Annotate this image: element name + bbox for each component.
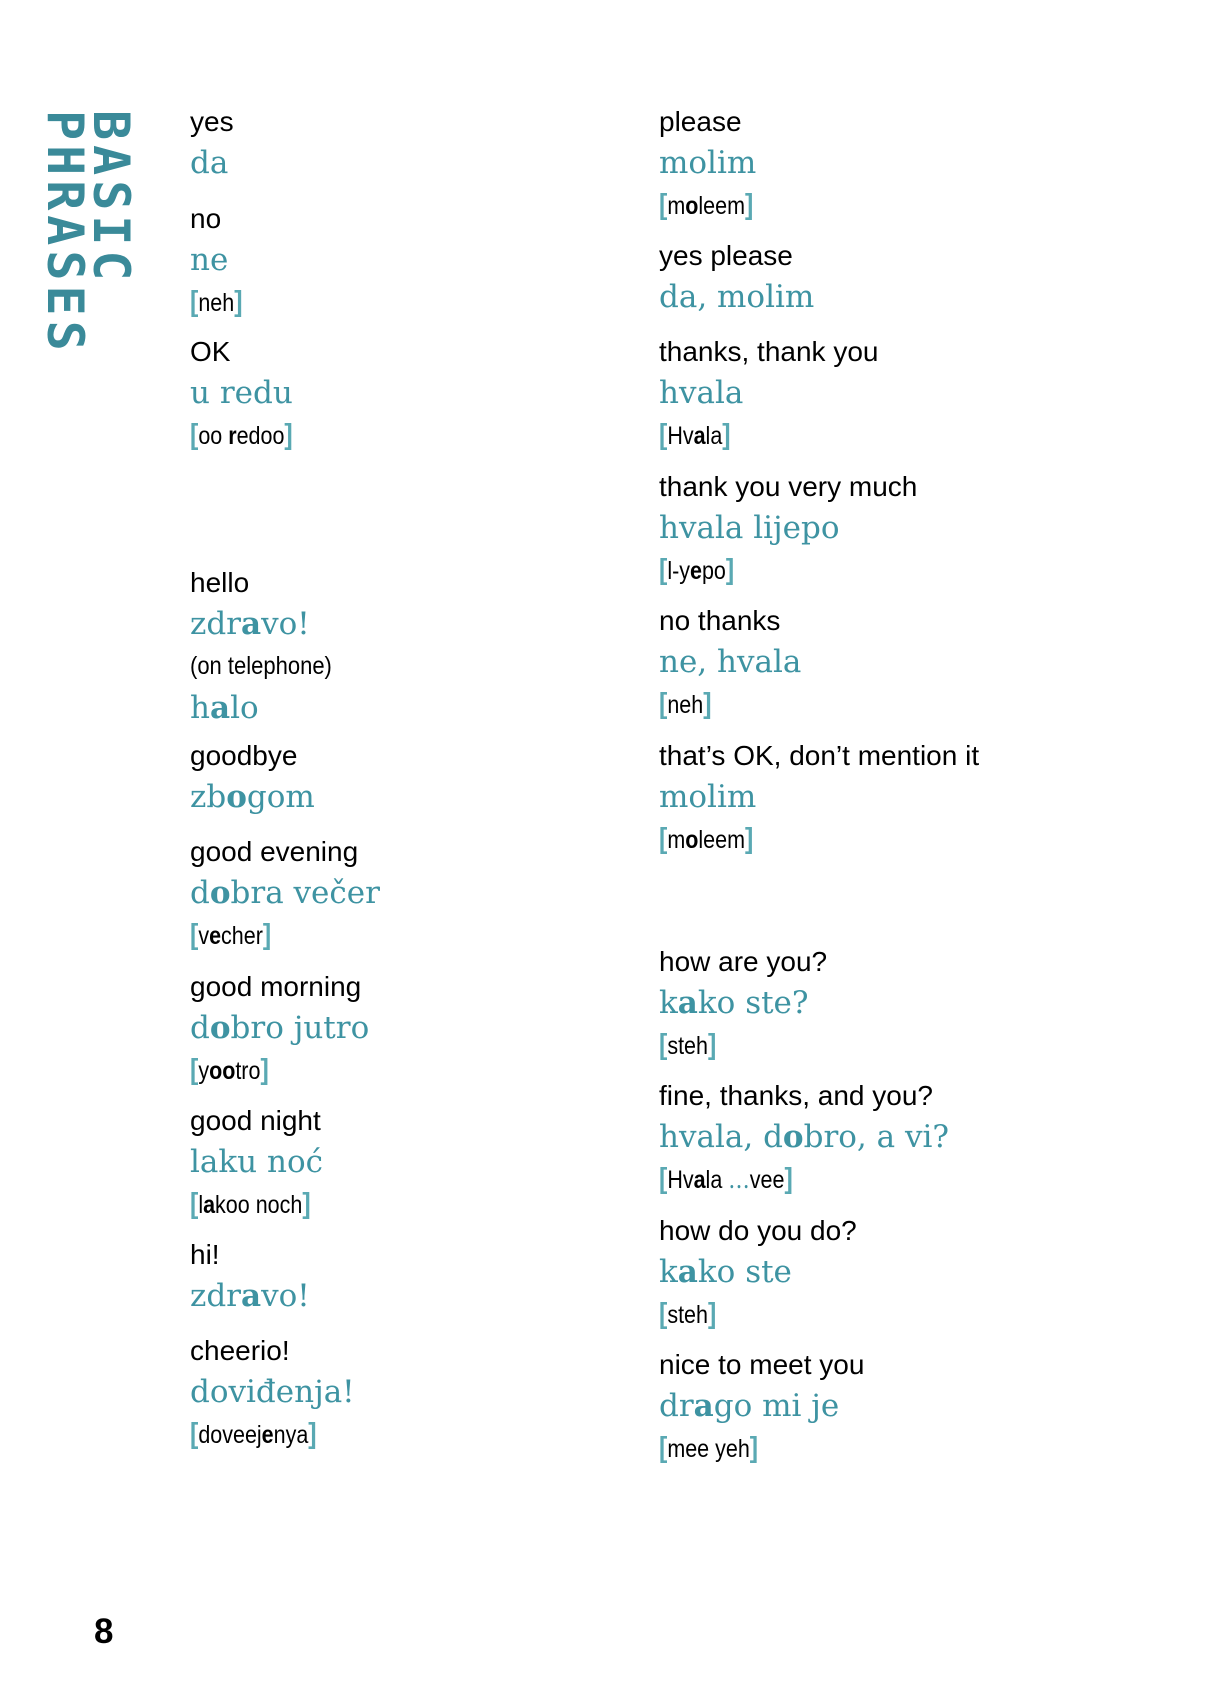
english-phrase: goodbye (190, 740, 298, 771)
english-phrase: good night (190, 1105, 321, 1136)
croatian-phrase: hvala (659, 375, 744, 411)
pronunciation: [Hvala] (659, 419, 731, 451)
pronunciation: [lakoo noch] (190, 1188, 311, 1220)
phrase-entry (659, 1076, 949, 1201)
bracket-close-icon: ] (744, 823, 754, 855)
bracket-open-icon: [ (659, 554, 668, 586)
bracket-close-icon: ] (744, 189, 754, 221)
croatian-phrase: zbogom (190, 779, 315, 815)
bracket-close-icon: ] (784, 1163, 793, 1195)
bracket-close-icon: ] (284, 419, 293, 451)
bracket-open-icon: [ (659, 1432, 668, 1464)
phrase-entry (659, 736, 979, 861)
bracket-close-icon: ] (725, 554, 735, 586)
croatian-phrase: dobro jutro (190, 1010, 370, 1046)
croatian-phrase: hvala lijepo (659, 510, 840, 546)
croatian-phrase: molim (659, 145, 757, 181)
pronunciation: [moleem] (659, 823, 754, 855)
section-title: BASIC PHRASES (36, 110, 140, 356)
croatian-phrase: da (190, 145, 229, 181)
phrase-entry (659, 467, 917, 592)
croatian-phrase-alt: halo (190, 690, 259, 726)
croatian-phrase: ne, hvala (659, 644, 802, 680)
english-phrase: fine, thanks, and you? (659, 1080, 933, 1111)
croatian-phrase: da, molim (659, 279, 815, 315)
phrase-entry (659, 942, 827, 1067)
croatian-phrase: molim (659, 779, 757, 815)
phrase-entry (190, 1101, 330, 1226)
english-phrase: how do you do? (659, 1215, 857, 1246)
bracket-open-icon: [ (190, 1188, 199, 1220)
phrase-entry (659, 236, 814, 318)
bracket-open-icon: [ (190, 1418, 199, 1450)
english-phrase: please (659, 106, 742, 137)
bracket-close-icon: ] (722, 419, 731, 451)
pronunciation: [l-yepo] (659, 554, 735, 586)
phrase-entry (190, 332, 309, 457)
bracket-open-icon: [ (659, 189, 668, 221)
bracket-open-icon: [ (659, 419, 668, 451)
pronunciation: [neh] (190, 286, 243, 318)
english-phrase: hello (190, 567, 250, 598)
bracket-open-icon: [ (659, 1298, 668, 1330)
bracket-open-icon: [ (190, 1054, 199, 1086)
pronunciation: [moleem] (659, 189, 754, 221)
phrase-entry (190, 1235, 310, 1317)
phrase-entry (190, 1331, 355, 1456)
phrase-entry (659, 1211, 857, 1336)
croatian-phrase: kako ste? (659, 985, 809, 1021)
croatian-phrase: zdravo! (190, 1278, 310, 1314)
english-phrase: thanks, thank you (659, 336, 879, 367)
bracket-open-icon: [ (190, 919, 199, 951)
usage-note: (on telephone) (190, 652, 332, 680)
pronunciation: [Hvala …vee] (659, 1163, 793, 1195)
bracket-open-icon: [ (190, 419, 199, 451)
croatian-phrase: hvala, dobro, a vi? (659, 1119, 950, 1155)
bracket-close-icon: ] (302, 1188, 311, 1220)
pronunciation: [vecher] (190, 919, 272, 951)
bracket-close-icon: ] (703, 688, 712, 720)
bracket-close-icon: ] (707, 1029, 717, 1061)
english-phrase: yes (190, 106, 234, 137)
croatian-phrase: doviđenja! (190, 1374, 355, 1410)
english-phrase: that’s OK, don’t mention it (659, 740, 980, 771)
croatian-phrase: dobra večer (190, 875, 380, 911)
english-phrase: nice to meet you (659, 1349, 865, 1380)
english-phrase: no thanks (659, 605, 781, 636)
english-phrase: good evening (190, 836, 359, 867)
pronunciation: [oo redoo] (190, 419, 293, 451)
pronunciation: [yootro] (190, 1054, 269, 1086)
english-phrase: cheerio! (190, 1335, 290, 1366)
english-phrase: yes please (659, 240, 793, 271)
croatian-phrase: u redu (190, 375, 293, 411)
pronunciation: [mee yeh] (659, 1432, 759, 1464)
phrase-entry (190, 967, 369, 1092)
english-phrase: hi! (190, 1239, 220, 1270)
phrase-entry (190, 563, 351, 729)
bracket-open-icon: [ (659, 688, 668, 720)
croatian-phrase: drago mi je (659, 1388, 840, 1424)
bracket-open-icon: [ (659, 1029, 668, 1061)
phrase-entry (190, 736, 315, 818)
pronunciation: [steh] (659, 1298, 717, 1330)
bracket-close-icon: ] (262, 919, 272, 951)
bracket-close-icon: ] (749, 1432, 759, 1464)
phrase-entry (659, 1345, 864, 1470)
english-phrase: OK (190, 336, 231, 367)
bracket-open-icon: [ (659, 1163, 668, 1195)
croatian-phrase: zdravo! (190, 606, 310, 642)
bracket-close-icon: ] (234, 286, 243, 318)
pronunciation: [steh] (659, 1029, 717, 1061)
phrase-entry (190, 199, 251, 324)
bracket-close-icon: ] (707, 1298, 717, 1330)
page-number: 8 (94, 1612, 114, 1651)
phrase-entry (659, 332, 878, 457)
croatian-phrase: ne (190, 242, 229, 278)
phrase-entry (190, 832, 380, 957)
bracket-close-icon: ] (308, 1418, 317, 1450)
croatian-phrase: kako ste (659, 1254, 792, 1290)
english-phrase: no (190, 203, 222, 234)
phrase-entry (659, 102, 769, 227)
english-phrase: thank you very much (659, 471, 918, 502)
croatian-phrase: laku noć (190, 1144, 323, 1180)
phrase-entry (190, 102, 234, 184)
bracket-open-icon: [ (190, 286, 199, 318)
bracket-close-icon: ] (260, 1054, 269, 1086)
pronunciation: [neh] (659, 688, 712, 720)
english-phrase: how are you? (659, 946, 828, 977)
bracket-open-icon: [ (659, 823, 668, 855)
phrase-entry (659, 601, 801, 726)
pronunciation: [doveejenya] (190, 1418, 317, 1450)
english-phrase: good morning (190, 971, 362, 1002)
